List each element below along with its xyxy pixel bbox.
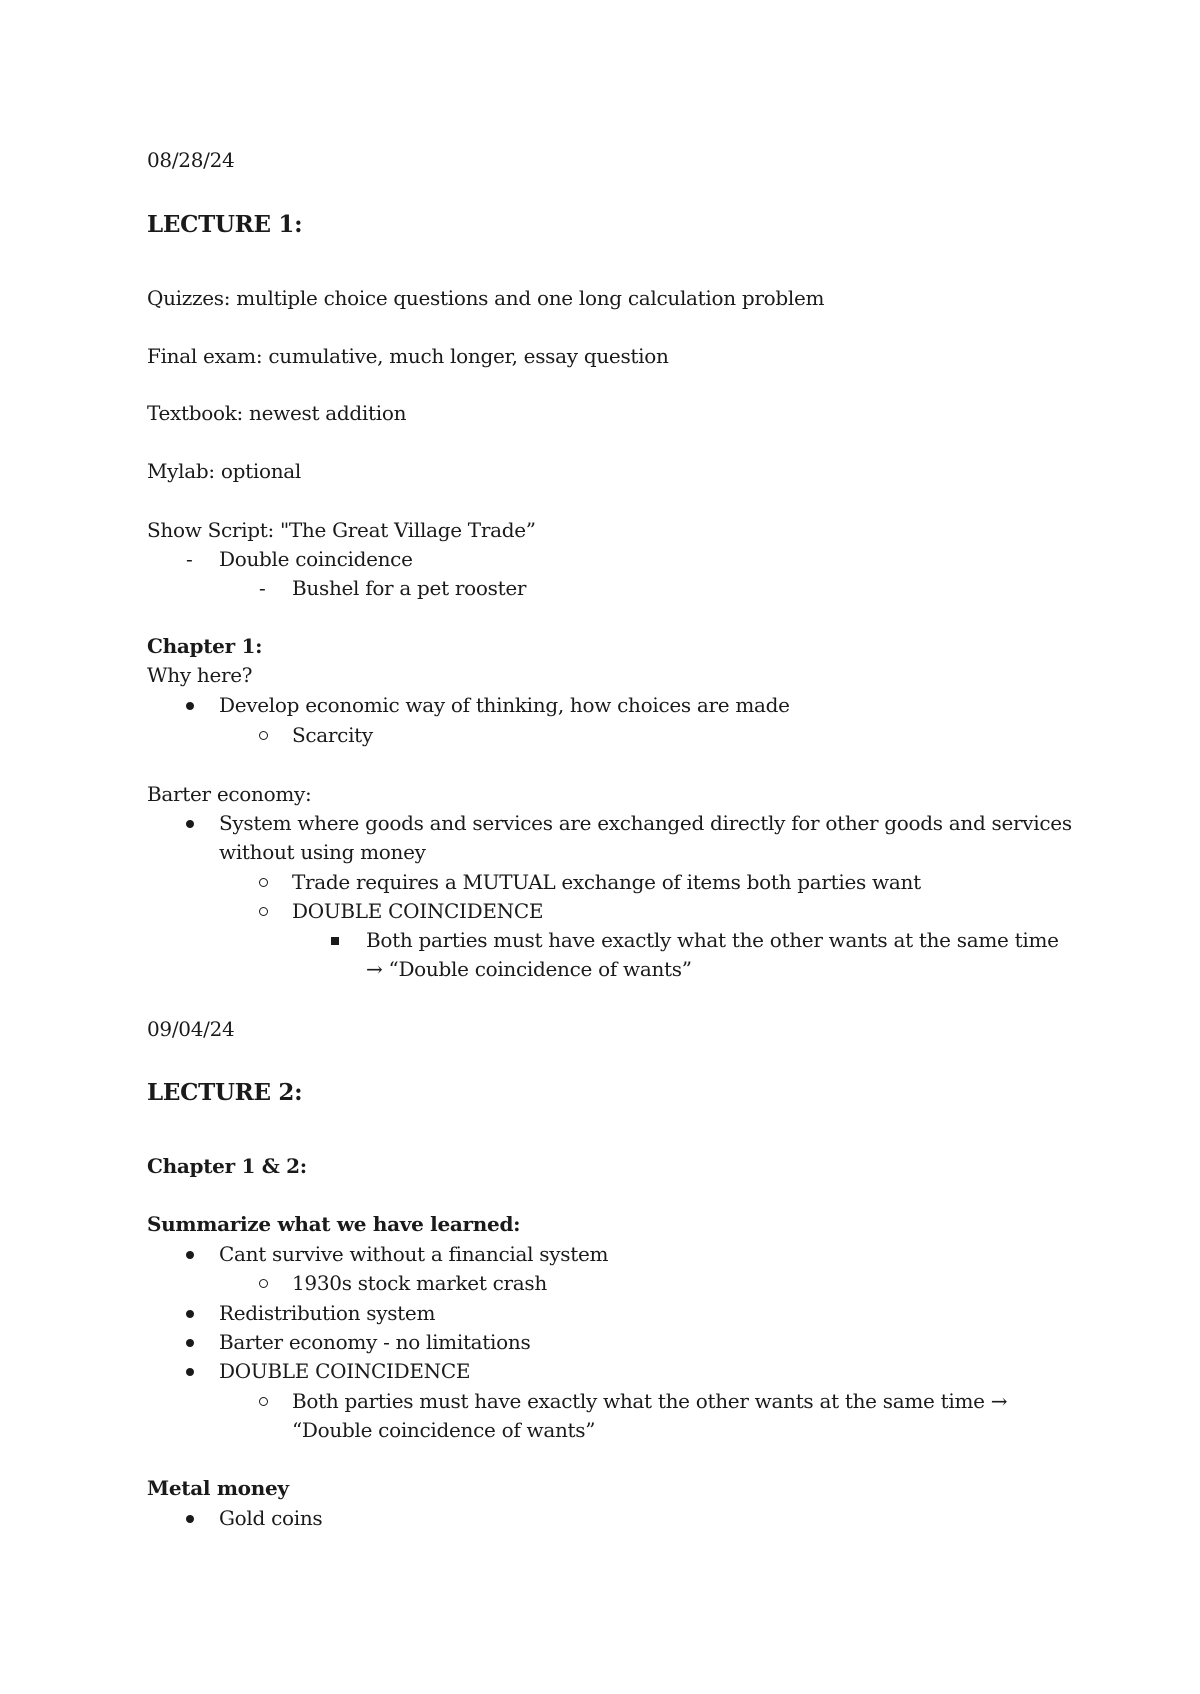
lecture2-title: LECTURE 2:	[147, 1079, 303, 1106]
list-item-continuation: without using money	[219, 840, 426, 864]
disc-bullet-icon	[186, 1310, 194, 1318]
show-script-line: Show Script: "The Great Village Trade”	[147, 518, 536, 542]
list-item: Redistribution system	[186, 1299, 435, 1328]
barter-heading: Barter economy:	[147, 782, 312, 806]
list-item: Barter economy - no limitations	[186, 1328, 530, 1357]
disc-bullet-icon	[186, 702, 194, 710]
list-item: Trade requires a MUTUAL exchange of items both parties want	[259, 868, 921, 897]
list-item: 1930s stock market crash	[259, 1269, 547, 1298]
list-item-continuation: “Double coincidence of wants”	[292, 1418, 596, 1442]
circle-bullet-icon	[259, 1397, 268, 1406]
list-item-continuation: → “Double coincidence of wants”	[366, 957, 692, 981]
disc-bullet-icon	[186, 1368, 194, 1376]
circle-bullet-icon	[259, 731, 268, 740]
why-here-line: Why here?	[147, 663, 253, 687]
mylab-line: Mylab: optional	[147, 459, 302, 483]
list-item: DOUBLE COINCIDENCE	[186, 1357, 470, 1386]
quizzes-line: Quizzes: multiple choice questions and one long calculation problem	[147, 286, 825, 310]
disc-bullet-icon	[186, 820, 194, 828]
circle-bullet-icon	[259, 1279, 268, 1288]
circle-bullet-icon	[259, 907, 268, 916]
list-item: System where goods and services are exchanged directly for other goods and services	[186, 809, 1072, 838]
dash-icon: -	[186, 547, 193, 571]
lecture1-date: 08/28/24	[147, 148, 235, 172]
disc-bullet-icon	[186, 1339, 194, 1347]
final-exam-line: Final exam: cumulative, much longer, essay question	[147, 344, 669, 368]
list-item: Develop economic way of thinking, how choices are made	[186, 691, 790, 720]
list-item: Both parties must have exactly what the other wants at the same time	[331, 926, 1059, 955]
lecture2-date: 09/04/24	[147, 1017, 235, 1041]
dash-icon: -	[259, 576, 266, 600]
disc-bullet-icon	[186, 1251, 194, 1259]
chapter-heading: Chapter 1 & 2:	[147, 1154, 307, 1178]
disc-bullet-icon	[186, 1515, 194, 1523]
chapter1-heading: Chapter 1:	[147, 634, 263, 658]
summary-heading: Summarize what we have learned:	[147, 1212, 521, 1236]
list-item: Scarcity	[259, 721, 373, 750]
square-bullet-icon	[331, 937, 339, 945]
list-item: Both parties must have exactly what the other wants at the same time →	[259, 1387, 1007, 1416]
list-item: DOUBLE COINCIDENCE	[259, 897, 543, 926]
lecture1-title: LECTURE 1:	[147, 211, 303, 238]
list-item: Cant survive without a financial system	[186, 1240, 608, 1269]
textbook-line: Textbook: newest addition	[147, 401, 407, 425]
list-item: - Bushel for a pet rooster	[259, 574, 526, 603]
list-item: Gold coins	[186, 1504, 322, 1533]
list-item: - Double coincidence	[186, 545, 413, 574]
circle-bullet-icon	[259, 878, 268, 887]
metal-money-heading: Metal money	[147, 1476, 289, 1500]
